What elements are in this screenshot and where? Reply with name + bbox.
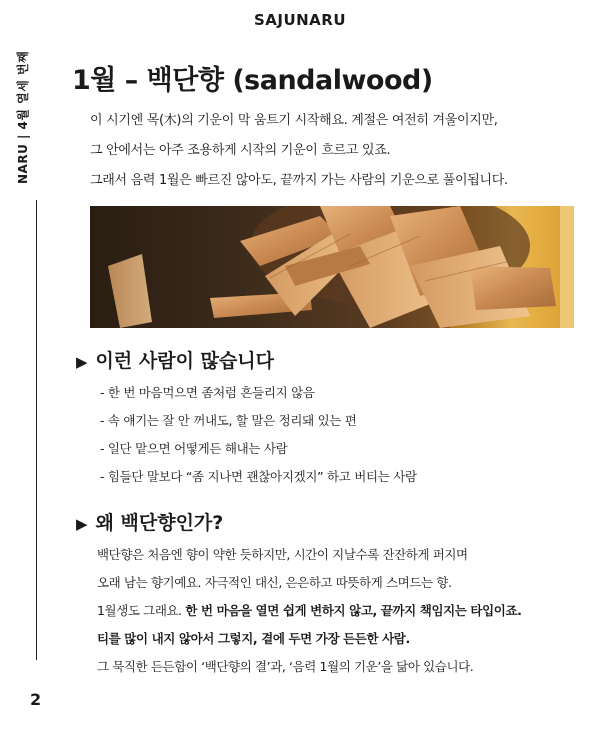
intro-paragraph xyxy=(90,111,590,201)
brand-header: SAJUNARU xyxy=(253,11,347,29)
list-item: - 한 번 마음먹으면 좀처럼 흔들리지 않음 xyxy=(100,385,315,400)
trait-list xyxy=(100,384,590,496)
paragraph-line xyxy=(97,602,592,630)
page-title: 1월 – 백단향 (sandalwood) xyxy=(72,65,433,96)
page-number: 2 xyxy=(30,690,42,709)
side-label xyxy=(12,48,34,188)
paragraph-line: 백단향은 처음엔 향이 약한 듯하지만, 시간이 지날수록 잔잔하게 퍼지며 xyxy=(97,547,468,562)
section-title-people xyxy=(76,346,274,373)
why-paragraph xyxy=(97,546,592,686)
list-item: - 일단 맡으면 어떻게든 해내는 사람 xyxy=(100,441,288,456)
paragraph-line: 그 묵직한 든든함이 ‘백단향의 결’과, ‘음력 1월의 기운’을 닮아 있습니다. xyxy=(97,659,474,674)
sandalwood-photo xyxy=(90,206,574,328)
section-title-text: 이런 사람이 많습니다 xyxy=(95,350,274,372)
side-label-text: NARU | 4월 열세 번째 xyxy=(16,50,30,184)
section-title-text: 왜 백단향인가? xyxy=(95,512,224,534)
list-item: - 속 얘기는 잘 안 꺼내도, 할 말은 정리돼 있는 편 xyxy=(100,413,357,428)
paragraph-line: 오래 남는 향기예요. 자극적인 대신, 은은하고 따뜻하게 스며드는 향. xyxy=(97,575,452,590)
paragraph-line xyxy=(97,630,592,658)
intro-line: 그 안에서는 아주 조용하게 시작의 기운이 흐르고 있죠. xyxy=(90,143,391,158)
list-item: - 힘들단 말보다 “좀 지나면 괜찮아지겠지” 하고 버티는 사람 xyxy=(100,469,417,484)
section-title-why xyxy=(76,508,223,535)
side-divider xyxy=(36,200,37,660)
play-arrow-icon: ▶ xyxy=(76,353,88,371)
paragraph-emphasis: 티를 많이 내지 않아서 그렇지, 곁에 두면 가장 든든한 사람. xyxy=(97,631,410,646)
sandalwood-sticks-illustration xyxy=(90,206,574,328)
intro-line: 이 시기엔 목(木)의 기운이 막 움트기 시작해요. 계절은 여전히 겨울이지만, xyxy=(90,113,498,128)
intro-line: 그래서 음력 1월은 빠르진 않아도, 끝까지 가는 사람의 기운으로 풀이됩니다. xyxy=(90,173,508,188)
play-arrow-icon: ▶ xyxy=(76,515,88,533)
paragraph-emphasis: 한 번 마음을 열면 쉽게 변하지 않고, 끝까지 책임지는 타입이죠. xyxy=(185,603,522,618)
paragraph-text: 1월생도 그래요. xyxy=(97,603,186,618)
